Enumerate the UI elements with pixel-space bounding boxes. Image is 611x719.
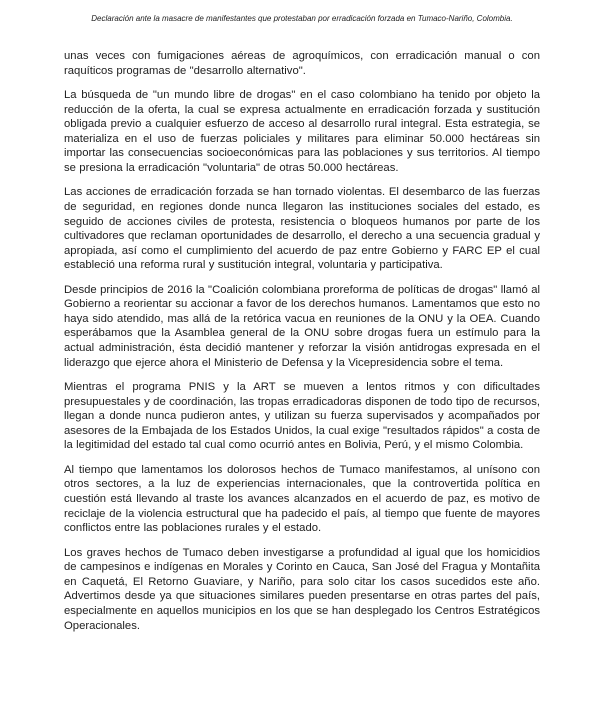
document-header-note: Declaración ante la masacre de manifestantes que protestaban por erradicación forzada en Tumaco-Nariño, Colombia. [91,14,513,23]
paragraph-4: Desde principios de 2016 la "Coalición colombiana proreforma de políticas de drogas" llamó al Gobierno a reorientar su accionar a favor de los derechos humanos. Lamentamos que esto no haya sido atendido, mas allá de la retórica vacua en reuniones de la ONU y la OEA. Cuando esperábamos que la Asamblea general de la ONU sobre drogas fuera un estímulo para la actual administración, ésta decidió mantener y reforzar la visión antidrogas expresada en el liderazgo que ejerce ahora el Ministerio de Defensa y la Vicepresidencia sobre el tema. [64,283,540,369]
paragraph-6: Al tiempo que lamentamos los dolorosos hechos de Tumaco manifestamos, al unísono con otros sectores, a la luz de experiencias internacionales, que la controvertida política en cuestión está llevando al traste los avances alcanzados en el acuerdo de paz, es motivo de reciclaje de la violencia estructural que ha padecido el país, al tiempo que fuente de mayores conflictos entre las poblaciones rurales y el estado. [64,463,540,535]
paragraph-2: La búsqueda de "un mundo libre de drogas" en el caso colombiano ha tenido por objeto la reducción de la oferta, la cual se expresa actualmente en erradicación forzada y sustitución obligada previo a cualquier esfuerzo de acceso al desarrollo rural integral. Esta estrategia, se materializa en el uso de fuerzas policiales y militares para eliminar 50.000 hectáreas sin importar las consecuencias socioeconómicas para las poblaciones y sus territorios. Al tiempo se presiona la erradicación "voluntaria" de otras 50.000 hectáreas. [64,88,540,174]
paragraph-1: unas veces con fumigaciones aéreas de agroquímicos, con erradicación manual o con raquíticos programas de "desarrollo alternativo". [64,50,540,77]
paragraph-3: Las acciones de erradicación forzada se han tornado violentas. El desembarco de las fuerzas de seguridad, en regiones donde nunca llegaron las instituciones sociales del estado, es seguido de acciones civiles de protesta, resistencia o bloqueos humanos por parte de los cultivadores que reclaman oportunidades de desarrollo, el derecho a una secuencia gradual y apropiada, así como el cumplimiento del acuerdo de paz entre Gobierno y FARC EP el cual estableció una reforma rural y sustitución integral, voluntaria y participativa. [64,186,540,272]
paragraph-5: Mientras el programa PNIS y la ART se mueven a lentos ritmos y con dificultades presupuestales y de coordinación, las tropas erradicadoras disponen de todo tipo de recursos, llegan a donde nunca pudieron antes, y utilizan su fuerza supervisados y acompañados por asesores de la Embajada de los Estados Unidos, la cual exige "resultados rápidos" a costa de la legitimidad del estado tal cual como ocurrió antes en Bolivia, Perú, y el mismo Colombia. [64,381,540,452]
paragraph-7: Los graves hechos de Tumaco deben investigarse a profundidad al igual que los homicidios de campesinos e indígenas en Morales y Corinto en Cauca, San José del Fragua y Montañita en Caquetá, El Retorno Guaviare, y Nariño, para solo citar los casos sucedidos este año. Advertimos desde ya que situaciones similares pueden presentarse en otras partes del país, especialmente en aquellos municipios en los que se han desplegado los Centros Estratégicos Operacionales. [64,546,540,632]
